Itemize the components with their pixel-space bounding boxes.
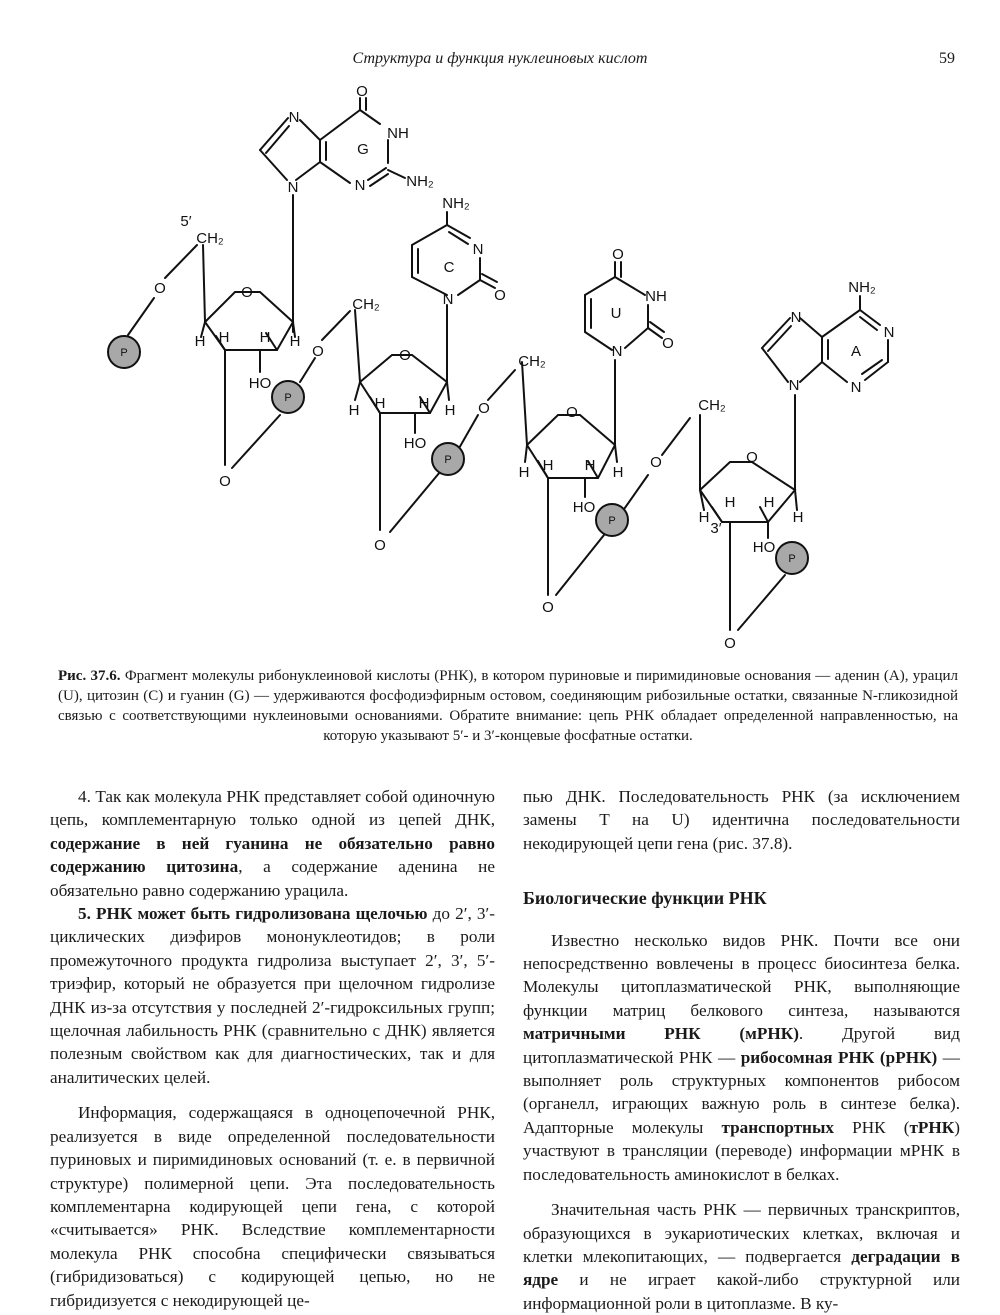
atom-label: H — [289, 333, 301, 350]
phosphate-groups — [108, 336, 808, 574]
atom-label: N — [611, 343, 623, 360]
three-prime-label: 3′ — [710, 520, 722, 537]
phosphate-label: P — [788, 553, 796, 565]
atom-label: N — [287, 179, 299, 196]
atom-label: N — [850, 379, 862, 396]
atom-label: N — [790, 309, 802, 326]
atom-label: H — [444, 402, 456, 419]
atom-label: H — [698, 509, 710, 526]
atom-label: O — [478, 400, 490, 417]
atom-label: N — [472, 241, 484, 258]
atom-label: H — [518, 464, 530, 481]
running-title: Структура и функция нуклеиновых кислот — [352, 50, 648, 67]
atom-label: H — [374, 395, 386, 412]
atom-label: H — [724, 494, 736, 511]
caption-text: Фрагмент молекулы рибонуклеиновой кислоты (РНК), в котором пуриновые и пиримидиновые основания — аденин (А), урацил (U), цитозин (С) и гуанин (G) — удерживаются фосфодиэфирным остовом, соединяющим рибозильные остатки, связанные N-гликозидной связью с соответствующими нуклеиновыми основаниями. Обратите внимание: цепь РНК обладает определенной направленностью, на которую указывают 5′- и 3′-концевые фосфатные остатки. — [58, 668, 958, 744]
atom-label: O — [662, 335, 674, 352]
base-adenine-label: A — [850, 343, 862, 360]
right-column — [523, 785, 960, 1315]
atom-label: HO — [248, 375, 272, 392]
caption-label: Рис. 37.6. — [58, 668, 121, 684]
atom-label: N — [883, 324, 895, 341]
atom-label: N — [354, 177, 366, 194]
paragraph-rna-types: Известно несколько видов РНК. Почти все они непосредственно вовлечены в процесс биосинтеза белка. Молекулы цитоплазматической РНК, выполняющие функции матриц белкового синтеза, называются матричными РНК (мРНК). Другой вид цитоплазматической РНК — рибосомная РНК (рРНК) — выполняет роль структурных компонентов рибосом (органелл, играющих важную роль в синтезе белка). Адапторные молекулы транспортных РНК (тРНК) участвуют в трансляции (переводе) информации мРНК в последовательность аминокислот в белках. — [523, 930, 960, 1184]
phosphate-label: P — [608, 515, 616, 527]
atom-label: O — [494, 287, 506, 304]
atom-label: O — [650, 454, 662, 471]
atom-label: O — [746, 449, 758, 466]
paragraph-degradation: Значительная часть РНК — первичных транскриптов, образующихся в эукариотических клетках, включая и клетки млекопитающих, — подвергается деградации в ядре и не играет какой-либо структурной или информационной роли в цитоплазме. В ку- — [523, 1200, 960, 1313]
atom-label: NH₂ — [442, 195, 470, 212]
atom-label: N — [288, 109, 300, 126]
atom-label: O — [566, 404, 578, 421]
five-prime-label: 5′ — [180, 213, 192, 230]
atom-label: H — [542, 457, 554, 474]
atom-label: HO — [403, 435, 427, 452]
atom-label: O — [399, 347, 411, 364]
section-heading: Биологические функции РНК — [523, 888, 767, 909]
atom-label: CH₂ — [196, 230, 224, 247]
paragraph-4: 4. Так как молекула РНК представляет собой одиночную цепь, комплементарную только одной из цепей ДНК, содержание в ней гуанина не обязательно равно содержанию цитозина, а содержание аденина не обязательно равно содержанию урацила. — [50, 787, 495, 900]
atom-label: CH₂ — [698, 397, 726, 414]
base-guanine-label: G — [357, 141, 369, 158]
atom-label: O — [241, 284, 253, 301]
atom-label: O — [612, 246, 624, 263]
atom-label: O — [542, 599, 554, 616]
atom-label: O — [724, 635, 736, 652]
left-column — [50, 785, 495, 1312]
atom-label: H — [259, 329, 271, 346]
atom-label: NH — [645, 288, 667, 305]
atom-label: HO — [572, 499, 596, 516]
base-cytosine-label: C — [443, 259, 455, 276]
paragraph-information: Информация, содержащаяся в одноцепочечной РНК, реализуется в виде определенной последовательности пуриновых и пиримидиновых оснований (т. е. в первичной структуре) полимерной цепи. Эта последовательность комплементарна кодирующей цепи гена, с которой «считывается» РНК. Вследствие комплементарности молекула РНК способна специфически связываться (гибридизоваться) с кодирующей цепью, но не гибридизуется с некодирующей це- — [50, 1103, 495, 1310]
phosphate-label: P — [120, 347, 128, 359]
rna-structure-figure — [0, 80, 1000, 665]
atom-label: H — [418, 395, 430, 412]
atom-label: O — [154, 280, 166, 297]
base-uracil-label: U — [610, 305, 622, 322]
atom-label: CH₂ — [352, 296, 380, 313]
atom-label: NH₂ — [406, 173, 434, 190]
atom-label: H — [763, 494, 775, 511]
paragraph-continuation: пью ДНК. Последовательность РНК (за исключением замены T на U) идентична последовательности некодирующей цепи гена (рис. 37.8). — [523, 787, 960, 853]
atom-label: NH₂ — [848, 279, 876, 296]
atom-label: H — [612, 464, 624, 481]
paragraph-5: 5. РНК может быть гидролизована щелочью до 2′, 3′-циклических диэфиров мононуклеотидов; в роли промежуточного продукта гидролиза выступает 2′, 3′, 5′-триэфир, который не образуется при щелочном гидролизе ДНК из-за отсутствия у последней 2′-гидроксильных групп; щелочная лабильность РНК (сравнительно с ДНК) является полезным свойством как для диагностических, так и для аналитических целей. — [50, 904, 495, 1087]
atom-label: H — [584, 457, 596, 474]
atom-label: H — [218, 329, 230, 346]
atom-label: N — [788, 377, 800, 394]
atom-label: O — [374, 537, 386, 554]
atom-label: H — [194, 333, 206, 350]
atom-label: CH₂ — [518, 353, 546, 370]
atom-label: O — [312, 343, 324, 360]
atom-label: HO — [752, 539, 776, 556]
atom-label: N — [442, 291, 454, 308]
phosphate-label: P — [444, 454, 452, 466]
atom-label: H — [348, 402, 360, 419]
atom-label: H — [792, 509, 804, 526]
figure-caption — [58, 666, 958, 746]
atom-label: O — [219, 473, 231, 490]
page-header — [0, 50, 1000, 74]
page-number: 59 — [939, 50, 955, 67]
atom-label: NH — [387, 125, 409, 142]
atom-label: O — [356, 83, 368, 100]
phosphate-label: P — [284, 392, 292, 404]
